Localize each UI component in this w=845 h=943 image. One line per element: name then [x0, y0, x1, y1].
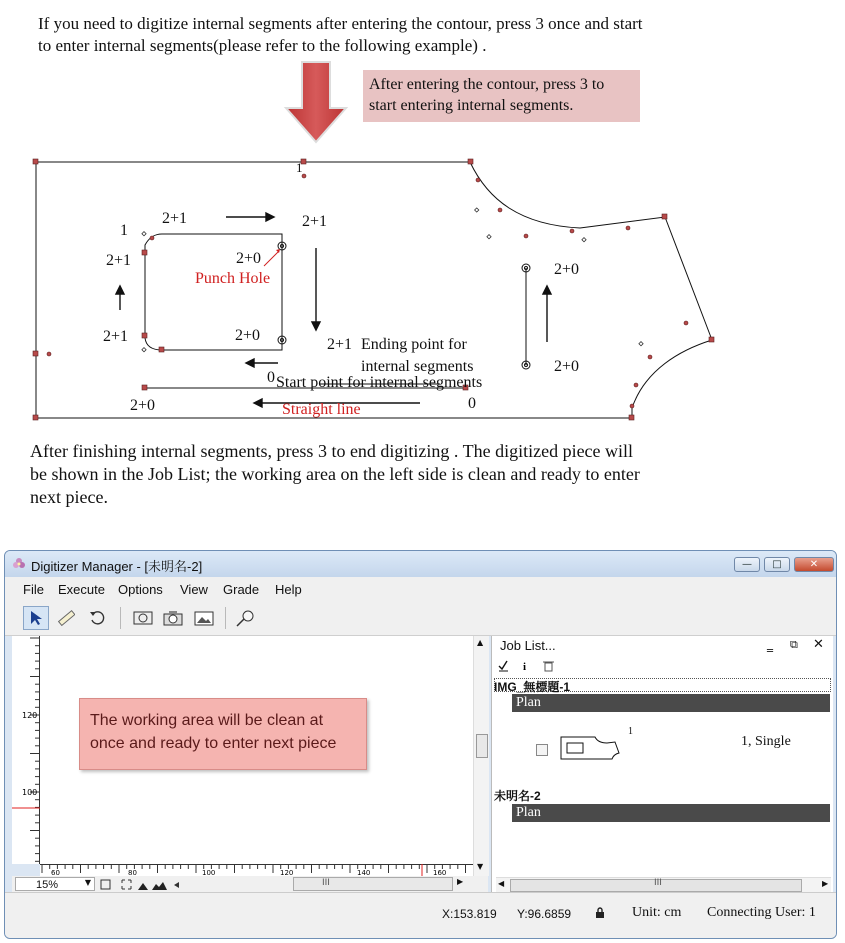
- panel-restore-icon[interactable]: ⧉: [790, 638, 798, 651]
- job-list-tools: [498, 659, 558, 673]
- vruler-label: 120: [22, 711, 38, 720]
- zero-label: 0: [267, 369, 275, 386]
- mountain-filled-icon[interactable]: [152, 882, 167, 890]
- camera-button[interactable]: [160, 606, 186, 630]
- seg-label: 2+1: [162, 210, 188, 227]
- seg-label: 2+1: [103, 328, 129, 345]
- scroll-left-icon[interactable]: [174, 882, 179, 888]
- zoom-tools: [100, 878, 190, 891]
- piece-description: 1, Single: [741, 734, 791, 749]
- cursor-arrow-icon: [29, 610, 43, 626]
- piece-thumbnail[interactable]: [559, 733, 621, 763]
- hruler-label: 140: [357, 869, 371, 876]
- straight-line-label: Straight line: [282, 401, 361, 418]
- hruler-label: 160: [433, 869, 447, 876]
- hruler-label: 120: [280, 869, 294, 876]
- fit-icon[interactable]: [101, 880, 110, 889]
- camera-icon: [163, 610, 183, 626]
- down-arrow-icon: [282, 60, 352, 146]
- piece-count: 1: [628, 726, 633, 737]
- menu-file[interactable]: File: [23, 582, 44, 597]
- select-tool-button[interactable]: [23, 606, 49, 630]
- image-button[interactable]: [191, 606, 217, 630]
- pattern-diagram: [0, 150, 845, 435]
- job-group-2[interactable]: 未明名-2: [494, 789, 541, 803]
- pattern-tool-button[interactable]: [233, 606, 259, 630]
- menu-view[interactable]: View: [180, 582, 208, 597]
- minimize-button[interactable]: —: [734, 557, 760, 572]
- seg-label: 2+0: [554, 358, 580, 375]
- status-bar: [5, 892, 836, 939]
- seg-label: 2+1: [327, 336, 353, 353]
- zero-label: 0: [468, 395, 476, 412]
- seg-label: 2+0: [236, 250, 262, 267]
- title-bar: [5, 551, 836, 577]
- ruler-icon: [57, 609, 75, 627]
- status-y: Y:96.6859: [517, 907, 572, 921]
- start-point-label: Start point for internal segments: [276, 374, 483, 391]
- toolbar-separator: [120, 607, 121, 629]
- chevron-down-icon: ▼: [84, 878, 91, 887]
- intro-text: If you need to digitize internal segments after entering the contour, press 3 once and start to enter internal segments(please refer to the following example) .: [38, 14, 643, 55]
- window-title: Digitizer Manager - [未明名-2]: [31, 559, 203, 574]
- svg-text:i: i: [523, 661, 527, 673]
- zoom-select[interactable]: [15, 877, 95, 891]
- menu-bar: [5, 577, 836, 601]
- scroll-right-icon[interactable]: ▶: [457, 877, 464, 886]
- toolbar-separator: [225, 607, 226, 629]
- toolbar: [5, 601, 836, 636]
- rotate-tool-button[interactable]: [85, 606, 111, 630]
- ending-point-label: Ending point for: [361, 336, 467, 353]
- close-button[interactable]: ✕: [794, 557, 834, 572]
- lock-icon: [595, 907, 605, 919]
- rotate-icon: [89, 609, 107, 627]
- menu-grade[interactable]: Grade: [223, 582, 260, 597]
- seg-label: 2+0: [554, 261, 580, 278]
- plan-row-1[interactable]: Plan: [512, 694, 830, 712]
- job-list-title: Job List...: [500, 638, 556, 653]
- app-flower-icon: [12, 557, 26, 571]
- panel-close-icon[interactable]: ✕: [813, 637, 824, 652]
- trash-icon[interactable]: [543, 662, 554, 671]
- vertical-ruler: [12, 636, 40, 864]
- app-window: [4, 550, 837, 939]
- status-x: X:153.819: [442, 907, 497, 921]
- zoom-value: 15%: [36, 879, 59, 891]
- mountain-icon[interactable]: [138, 883, 148, 890]
- work-vertical-scrollbar[interactable]: ▲ ▼: [473, 636, 489, 876]
- job-list-panel: [491, 636, 833, 892]
- working-area-note: The working area will be clean at once and ready to enter next piece: [79, 698, 367, 770]
- seg-label: 2+1: [106, 252, 132, 269]
- outro-text: After finishing internal segments, press 3 to end digitizing . The digitized piece will be shown in the Job List; the working area on the left side is clean and ready to enter next piece.: [30, 441, 640, 507]
- seg-label: 2+1: [302, 213, 328, 230]
- piece-checkbox[interactable]: [536, 744, 548, 756]
- maximize-button[interactable]: □: [764, 557, 790, 572]
- seg-label: 2+0: [235, 327, 261, 344]
- pattern-pick-icon: [235, 609, 257, 627]
- check-icon[interactable]: [499, 661, 508, 671]
- ending-point-label-2: internal segments: [361, 358, 474, 375]
- fullscreen-icon[interactable]: [122, 880, 131, 889]
- capture-button[interactable]: [130, 606, 156, 630]
- seg-label: 2+0: [130, 397, 156, 414]
- menu-help[interactable]: Help: [275, 582, 302, 597]
- info-icon[interactable]: [523, 661, 526, 673]
- punch-hole-label: Punch Hole: [195, 270, 271, 287]
- hruler-label: 100: [202, 869, 216, 876]
- hruler-label: 80: [128, 869, 137, 876]
- panel-minimize-icon[interactable]: ‗: [767, 638, 773, 652]
- hruler-label: 60: [51, 869, 60, 876]
- callout-note: After entering the contour, press 3 to start entering internal segments.: [363, 70, 640, 122]
- plan-row-2[interactable]: Plan: [512, 804, 830, 822]
- status-connecting: Connecting User: 1: [707, 905, 816, 920]
- menu-execute[interactable]: Execute: [58, 582, 105, 597]
- label-one-one: 1: [296, 160, 303, 175]
- label-one: 1: [120, 222, 128, 239]
- job-horizontal-scrollbar[interactable]: ◀ III ▶: [496, 877, 831, 892]
- capture-icon: [133, 610, 153, 626]
- job-group-1[interactable]: IMG_無標題-1: [494, 680, 571, 694]
- image-icon: [194, 610, 214, 626]
- menu-options[interactable]: Options: [118, 582, 163, 597]
- horizontal-ruler: [40, 864, 473, 876]
- status-unit: Unit: cm: [632, 905, 682, 920]
- work-horizontal-scrollbar[interactable]: III: [293, 877, 453, 891]
- ruler-tool-button[interactable]: [53, 606, 79, 630]
- vruler-label: 100: [22, 788, 38, 797]
